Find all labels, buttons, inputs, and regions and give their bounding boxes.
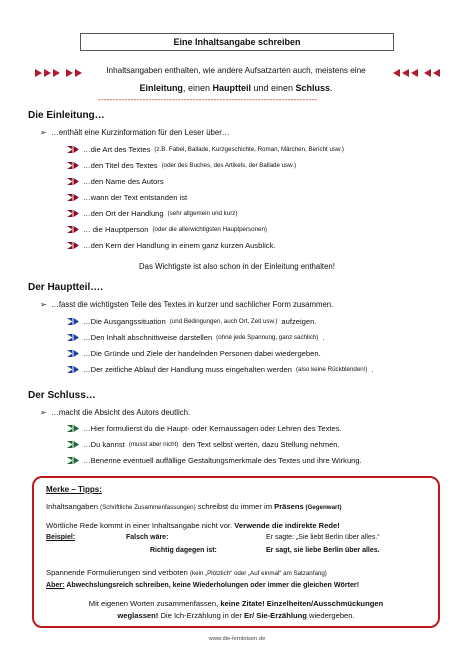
list-item (67, 209, 237, 218)
green-arrow-icon (67, 441, 79, 448)
hauptteil-lead (40, 300, 333, 309)
merke-text: Spannende Formulierungen sind verboten (46, 568, 190, 577)
left-arrows-decoration (35, 69, 82, 77)
item-text: …Der zeitliche Ablauf der Handlung muss eingehalten werden (83, 365, 292, 374)
red-arrow-icon (67, 146, 79, 153)
right-arrows-decoration (393, 69, 440, 77)
item-note: (sehr allgemein und kurz) (167, 210, 238, 217)
heading-einleitung: Die Einleitung… (28, 110, 105, 121)
merke-bold: Präsens (274, 502, 304, 511)
schluss-lead-text: …macht die Absicht des Autors deutlich. (51, 408, 191, 417)
list-item (67, 193, 187, 202)
merke-text: Wörtliche Rede kommt in einer Inhaltsangabe nicht vor. (46, 521, 235, 530)
schluss-lead (40, 408, 190, 417)
merke-richtig-example: Er sagt, sie liebe Berlin über alles. (266, 547, 380, 554)
red-arrow-icon (67, 162, 79, 169)
list-item (67, 177, 164, 186)
arrow-left-icon (393, 69, 400, 77)
item-text: …den Kern der Handlung in einem ganz kurzen Ausblick. (83, 241, 276, 250)
merke-heading: Merke – Tipps: (46, 485, 102, 494)
arrow-left-icon (433, 69, 440, 77)
blue-arrow-icon (67, 318, 79, 325)
einleitung-lead (40, 128, 230, 137)
arrow-left-icon (402, 69, 409, 77)
merke-bold: (Gegenwart) (303, 504, 342, 511)
arrow-right-icon (66, 69, 73, 77)
item-tail: aufzeigen. (281, 317, 317, 326)
merke-line-erzaehlung (34, 611, 438, 620)
arrow-right-icon (35, 69, 42, 77)
intro-hauptteil: Hauptteil (212, 83, 251, 93)
green-arrow-icon (67, 457, 79, 464)
intro-line-1: Inhaltsangaben enthalten, wie andere Aufsatzarten auch, meistens eine (106, 66, 366, 75)
arrow-right-icon (53, 69, 60, 77)
item-text: …Du kannst (83, 440, 125, 449)
arrow-left-icon (424, 69, 431, 77)
merke-bold: Verwende die indirekte Rede! (234, 521, 340, 530)
merke-bold: Er/ Sie-Erzählung (244, 611, 307, 620)
red-dashed-divider: -------------------------------------------------------------------------- (98, 95, 318, 104)
item-text: … die Hauptperson (83, 225, 149, 234)
merke-text: schreibst du immer im (195, 502, 275, 511)
merke-line-eigene-worte (34, 599, 438, 608)
einleitung-lead-text: …enthält eine Kurzinformation für den Leser über… (51, 128, 230, 137)
item-note: (oder die allerwichtigsten Hauptpersonen) (152, 226, 267, 233)
arrowhead-bullet-icon: ➢ (40, 408, 47, 417)
arrowhead-bullet-icon: ➢ (40, 300, 47, 309)
merke-bold: weglassen! (117, 611, 159, 620)
footer-url: www.die-lernlotsen.de (208, 636, 266, 642)
red-arrow-icon (67, 178, 79, 185)
item-text: …den Ort der Handlung (83, 209, 164, 218)
item-text: …die Art des Textes (83, 145, 151, 154)
merke-note: (Schriftliche Zusammenfassungen) (100, 504, 196, 511)
item-text: …den Name des Autors (83, 177, 164, 186)
merke-richtig-label: Richtig dagegen ist: (150, 547, 217, 554)
item-note: (oder des Buches, des Artikels, der Ballade usw.) (161, 162, 297, 169)
item-note: (z.B. Fabel, Ballade, Kurzgeschichte, Roman, Märchen, Bericht usw.) (154, 146, 344, 153)
intro-sep: und einen (250, 83, 296, 93)
list-item (67, 241, 276, 250)
item-text: …Den Inhalt abschnittweise darstellen (83, 333, 213, 342)
merke-text: Mit eigenen Worten zusammenfassen, (88, 599, 221, 608)
item-tail: . (322, 333, 325, 342)
page-title: Eine Inhaltsangabe schreiben (80, 33, 394, 51)
heading-schluss: Der Schluss… (28, 390, 96, 401)
item-text: …Hier formulierst du die Haupt- oder Kernaussagen oder Lehren des Textes. (83, 424, 342, 433)
merke-beispiel-label: Beispiel: (46, 534, 76, 541)
merke-falsch-label: Falsch wäre: (126, 534, 169, 541)
intro-schluss: Schluss (295, 83, 331, 93)
red-arrow-icon (67, 194, 79, 201)
merke-bold: Abwechslungsreich schreiben, keine Wiederholungen oder immer die gleichen Wörter! (64, 581, 360, 589)
list-item (67, 365, 374, 374)
item-text: …den Titel des Textes (83, 161, 158, 170)
list-item (67, 440, 340, 449)
arrowhead-bullet-icon: ➢ (40, 128, 47, 137)
red-arrow-icon (67, 226, 79, 233)
blue-arrow-icon (67, 350, 79, 357)
intro-einleitung: Einleitung (139, 83, 183, 93)
item-tail: den Text selbst werten, dazu Stellung nehmen. (182, 440, 340, 449)
red-arrow-icon (67, 210, 79, 217)
list-item (67, 333, 324, 342)
intro-line-2 (80, 83, 392, 93)
item-text: …Die Gründe und Ziele der handelnden Personen dabei wiedergeben. (83, 349, 321, 358)
item-text: …Die Ausgangssituation (83, 317, 166, 326)
blue-arrow-icon (67, 334, 79, 341)
merke-box (32, 476, 440, 628)
intro-sep: , einen (182, 83, 213, 93)
list-item (67, 456, 362, 465)
merke-bold: keine Zitate! Einzelheiten/Ausschmückungen (220, 599, 384, 608)
item-note: (also keine Rückblenden!) (295, 366, 368, 373)
merke-note: (kein „Plötzlich“ oder „Auf einmal“ am Satzanfang) (189, 570, 327, 577)
merke-falsch-example: Er sagte: „Sie liebt Berlin über alles.“ (266, 534, 380, 541)
merke-line-rede (46, 521, 340, 530)
merke-line-spannend (46, 568, 327, 577)
merke-text: wiedergeben. (306, 611, 355, 620)
list-item (67, 349, 321, 358)
item-text: …Benenne eventuell auffällige Gestaltungsmerkmale des Textes und ihre Wirkung. (83, 456, 362, 465)
merke-text: Inhaltsangaben (46, 502, 101, 511)
hauptteil-lead-text: …fasst die wichtigsten Teile des Textes in kurzer und sachlicher Form zusammen. (51, 300, 334, 309)
item-note: (ohne jede Spannung, ganz sachlich) (216, 334, 319, 341)
list-item (67, 424, 342, 433)
arrow-left-icon (411, 69, 418, 77)
list-item (67, 317, 316, 326)
list-item (67, 145, 344, 154)
intro-end: . (330, 83, 333, 93)
item-text: …wann der Text entstanden ist (83, 193, 188, 202)
arrow-right-icon (44, 69, 51, 77)
item-tail: . (371, 365, 374, 374)
merke-line-aber (46, 581, 359, 589)
merke-aber: Aber: (46, 581, 65, 589)
merke-text: Die Ich-Erzählung in der (158, 611, 245, 620)
heading-hauptteil: Der Hauptteil…. (28, 282, 104, 293)
red-arrow-icon (67, 242, 79, 249)
list-item (67, 161, 296, 170)
blue-arrow-icon (67, 366, 79, 373)
item-note: (musst aber nicht) (128, 441, 179, 448)
item-note: (und Bedingungen, auch Ort, Zeit usw.) (169, 318, 278, 325)
green-arrow-icon (67, 425, 79, 432)
einleitung-summary: Das Wichtigste ist also schon in der Einleitung enthalten! (139, 262, 335, 271)
merke-line-praesens (46, 502, 342, 511)
list-item (67, 225, 267, 234)
